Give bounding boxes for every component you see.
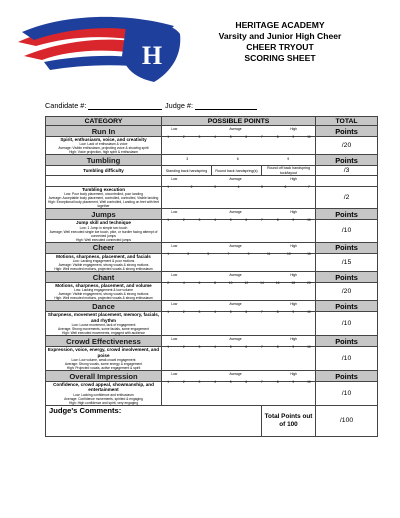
heritage-academy-logo xyxy=(14,12,182,88)
scale-label-low: Low xyxy=(171,243,178,248)
section-title: Dance xyxy=(46,301,162,312)
section-header-crowd-effectiveness xyxy=(46,336,378,347)
criterion-description xyxy=(46,347,162,371)
criterion-low: Low: Lacking confidence and enthusiasm xyxy=(73,392,134,397)
criterion-low: Low: Lacking engagement & low volume xyxy=(73,288,133,293)
criterion-high: High: Voice projection, high spirit & enthusiasm xyxy=(69,150,138,155)
scale-number[interactable]: 8 xyxy=(276,380,279,385)
scale-number[interactable]: 7 xyxy=(261,135,263,139)
scale-number[interactable]: 6 xyxy=(245,310,248,315)
scale-cell xyxy=(162,336,316,350)
scale-number[interactable]: 9 xyxy=(292,345,295,350)
scale-cell xyxy=(162,301,316,315)
judge-field xyxy=(165,101,257,110)
scale-number[interactable]: 5 xyxy=(229,345,232,350)
page-header xyxy=(190,20,370,64)
judge-blank[interactable] xyxy=(195,102,257,110)
criterion-description xyxy=(46,283,162,301)
criterion-low: Low: Loose movement, lack of engagement xyxy=(71,323,136,328)
section-header-cheer xyxy=(46,242,378,253)
scale-number[interactable]: 3 xyxy=(198,345,201,350)
criterion-high: High: Exceptional body placement, Well controlled, Landing on feet with feet together xyxy=(47,200,159,209)
points-value[interactable]: /10 xyxy=(316,347,378,371)
criterion-description xyxy=(46,186,162,208)
criterion-low: Low: Poor body placement, uncontrolled, poor landing xyxy=(64,192,143,197)
category-header: CATEGORY xyxy=(46,117,162,126)
scale-number[interactable]: 2 xyxy=(182,310,185,315)
scale-number[interactable]: 9 xyxy=(292,380,295,385)
scale-label-low: Low xyxy=(171,302,178,307)
scale-number[interactable]: 3 xyxy=(198,310,201,315)
scale-label-average: Average xyxy=(229,337,242,342)
section-header-jumps xyxy=(46,209,378,220)
scale-number[interactable]: 3 xyxy=(198,380,201,385)
criterion-row xyxy=(46,283,378,301)
criterion-description xyxy=(46,312,162,336)
scale-number[interactable]: 10 xyxy=(307,310,311,315)
scale-cell xyxy=(162,242,316,256)
section-title: Jumps xyxy=(46,209,162,220)
scale-number[interactable]: 2 xyxy=(182,135,185,139)
score-entry-cell[interactable] xyxy=(162,312,316,336)
criterion-description xyxy=(46,382,162,406)
points-header: Points xyxy=(316,272,378,283)
criterion-row xyxy=(46,137,378,155)
scale-number[interactable]: 6 xyxy=(245,135,248,139)
scale-number[interactable]: 3 xyxy=(214,184,216,189)
section-title: Overall Impression xyxy=(46,371,162,382)
scale-number[interactable]: 1 xyxy=(167,218,170,223)
scale-number[interactable]: 14 xyxy=(260,281,264,286)
scale-number[interactable]: 7 xyxy=(307,184,310,189)
scale-number[interactable]: 10 xyxy=(307,135,311,139)
criterion-row xyxy=(46,253,378,271)
scale-number[interactable]: 8 xyxy=(276,135,279,139)
criterion-scale-row xyxy=(46,175,378,186)
svg-text:H: H xyxy=(141,41,163,70)
criterion-description xyxy=(46,220,162,242)
scale-cell xyxy=(162,126,316,137)
points-header: Points xyxy=(316,126,378,137)
criterion-low: Low: 1 Jump in simple two touch xyxy=(79,225,128,230)
scale-label-low: Low xyxy=(171,372,178,377)
scale-cell xyxy=(162,209,316,223)
points-header: Points xyxy=(316,371,378,382)
scale-number[interactable]: 1 xyxy=(167,310,170,315)
scale-cell xyxy=(162,175,316,189)
criterion-row xyxy=(46,186,378,208)
scale-label-high: High xyxy=(290,243,297,248)
scale-number[interactable]: 18 xyxy=(291,281,296,286)
criterion-avg: Average: Visible engagement, strong vocals & strong motions xyxy=(58,292,149,297)
scale-label-high: High xyxy=(290,210,297,215)
scale-number[interactable]: 3 xyxy=(198,135,201,139)
scale-number[interactable]: 4 xyxy=(214,135,216,139)
scale-number[interactable]: 7 xyxy=(261,218,263,223)
criterion-low: Low: Lack of enthusiasm & voice xyxy=(79,142,128,147)
scale-label-high: High xyxy=(290,273,297,278)
total-points-label: Total Points out of 100 xyxy=(262,405,316,436)
criterion-row xyxy=(46,312,378,336)
scale-number[interactable]: 6 xyxy=(284,184,287,189)
section-header-run-in xyxy=(46,126,378,137)
points-value[interactable]: /3 xyxy=(316,166,378,175)
scale-number[interactable]: 20 xyxy=(307,281,311,286)
scale-number[interactable]: 5 xyxy=(229,310,232,315)
blank-cell xyxy=(316,175,378,186)
criterion-title: Expression, voice, energy, crowd involvement, and poise xyxy=(47,347,160,358)
difficulty-option[interactable]: Standing back handspring xyxy=(162,166,212,175)
criterion-title: Sharpness, movement placement, memory, facials, and rhythm xyxy=(47,312,160,323)
criterion-avg: Average: Visible enthusiasm, projecting voice & showing spirit xyxy=(58,146,149,151)
points-value[interactable]: /10 xyxy=(316,220,378,242)
criterion-row xyxy=(46,166,378,175)
scale-number[interactable]: 8 xyxy=(276,345,279,350)
score-entry-cell[interactable] xyxy=(162,220,316,242)
scale-number[interactable]: 2 xyxy=(190,184,193,189)
total-points-value[interactable]: /100 xyxy=(316,405,378,436)
points-header: Points xyxy=(316,155,378,166)
possible-points-header: POSSIBLE POINTS xyxy=(162,117,316,126)
scale-cell xyxy=(162,272,316,286)
scale-label-average: Average xyxy=(229,302,242,307)
scale-label-average: Average xyxy=(229,273,242,278)
scale-number[interactable]: 7 xyxy=(261,345,263,350)
scale-number[interactable]: 15 xyxy=(307,251,311,256)
section-title: Chant xyxy=(46,272,162,283)
scale-number[interactable]: 10 xyxy=(228,281,233,286)
criterion-title: Spirit, enthusiasm, voice, and creativity xyxy=(60,137,147,142)
difficulty-value: 6 xyxy=(236,157,239,162)
candidate-label: Candidate #: xyxy=(45,101,87,110)
scale-number[interactable]: 1 xyxy=(167,184,170,189)
scale-number[interactable]: 1 xyxy=(167,380,170,385)
scale-number[interactable]: 13 xyxy=(286,251,291,256)
scale-label-low: Low xyxy=(171,337,178,342)
difficulty-option[interactable]: Round back handspring(s) xyxy=(212,166,262,175)
scale-label-average: Average xyxy=(229,243,242,248)
criterion-high: High: Well executed movements, engaged with audience xyxy=(62,331,145,336)
scale-number[interactable]: 7 xyxy=(227,251,230,256)
criterion-high: High: Well executed motions, projected vocals & strong enthusiasm xyxy=(54,296,153,301)
scale-label-high: High xyxy=(290,372,297,377)
section-title: Tumbling xyxy=(46,155,162,166)
scale-number[interactable]: 10 xyxy=(307,218,311,223)
criterion-title: Confidence, crowd appeal, showmanship, and entertainment xyxy=(53,382,154,393)
scale-number[interactable]: 5 xyxy=(229,135,232,139)
difficulty-option[interactable]: Round off back handspring tuck/layout xyxy=(262,166,316,175)
blank-cell xyxy=(46,175,162,186)
scale-number[interactable]: 4 xyxy=(214,310,216,315)
criterion-title: Tumbling difficulty xyxy=(83,167,124,173)
scale-number[interactable]: 2 xyxy=(182,345,185,350)
scale-label-low: Low xyxy=(171,273,178,278)
section-header-overall-impression xyxy=(46,371,378,382)
criterion-description xyxy=(46,166,162,175)
scale-number[interactable]: 6 xyxy=(198,281,201,286)
scale-number[interactable]: 1 xyxy=(167,345,170,350)
scale-label-low: Low xyxy=(171,127,178,131)
points-value[interactable]: /20 xyxy=(316,283,378,301)
scale-number[interactable]: 4 xyxy=(182,281,185,286)
scale-number[interactable]: 16 xyxy=(275,281,280,286)
scale-number[interactable]: 4 xyxy=(214,345,216,350)
scale-number[interactable]: 4 xyxy=(214,380,216,385)
candidate-blank[interactable] xyxy=(88,102,162,110)
scale-number[interactable]: 11 xyxy=(266,251,271,256)
points-value[interactable]: /2 xyxy=(316,186,378,208)
scale-label-average: Average xyxy=(229,210,242,215)
points-header: Points xyxy=(316,336,378,347)
scoring-table xyxy=(45,116,378,437)
criterion-title: Tumbling execution xyxy=(81,186,126,192)
points-header: Points xyxy=(316,209,378,220)
criterion-title: Motions, sharpness, placement, and facials xyxy=(56,253,151,259)
scale-number[interactable]: 1 xyxy=(167,251,170,256)
scale-number[interactable]: 2 xyxy=(182,218,185,223)
table-header-row xyxy=(46,117,378,126)
section-title: Crowd Effectiveness xyxy=(46,336,162,347)
scale-number[interactable]: 10 xyxy=(307,380,311,385)
criterion-title: Motions, sharpness, placement, and volume xyxy=(55,283,152,289)
difficulty-points-header xyxy=(162,155,316,166)
criterion-avg: Average: Strong vocals, some energy & engagement xyxy=(64,362,143,367)
scale-number[interactable]: 9 xyxy=(292,135,295,139)
criterion-high: High: Well executed motions, projected vocals & strong enthusiasm xyxy=(54,267,153,272)
scale-number[interactable]: 12 xyxy=(244,281,249,286)
criterion-high: High: Projected vocals, active engagement & spirit xyxy=(66,366,141,371)
score-entry-cell[interactable] xyxy=(162,253,316,271)
candidate-field xyxy=(45,101,162,110)
section-title: Run In xyxy=(46,126,162,137)
scale-number[interactable]: 8 xyxy=(276,218,279,223)
criterion-title: Jump skill and technique xyxy=(76,220,131,226)
points-header: Points xyxy=(316,301,378,312)
scale-label-average: Average xyxy=(229,127,242,131)
scale-cell xyxy=(162,371,316,385)
scale-number[interactable]: 9 xyxy=(292,218,295,223)
score-entry-cell[interactable] xyxy=(162,382,316,406)
score-entry-cell[interactable] xyxy=(162,186,316,208)
scale-number[interactable]: 7 xyxy=(261,380,263,385)
team-name: Varsity and Junior High Cheer xyxy=(218,31,342,41)
school-name: HERITAGE ACADEMY xyxy=(235,20,325,30)
section-header-chant xyxy=(46,272,378,283)
scale-number[interactable]: 9 xyxy=(292,310,295,315)
scale-label-average: Average xyxy=(229,176,242,181)
criterion-description xyxy=(46,253,162,271)
scale-number[interactable]: 5 xyxy=(229,218,232,223)
criterion-row xyxy=(46,382,378,406)
scale-number[interactable]: 3 xyxy=(198,218,201,223)
criterion-low: Low: Low volume, weak crowd engagement xyxy=(71,358,136,363)
criterion-avg: Average: Strong movements, some facials, some engagement xyxy=(57,327,150,332)
scale-label-low: Low xyxy=(171,210,178,215)
section-header-tumbling xyxy=(46,155,378,166)
section-title: Cheer xyxy=(46,242,162,253)
criterion-high: High: Well executed connected jumps xyxy=(75,237,132,242)
difficulty-value: 9 xyxy=(287,157,290,162)
points-value[interactable]: /10 xyxy=(316,312,378,336)
criterion-high: High: High confidence and spirit, very engaging xyxy=(68,400,139,405)
scale-number[interactable]: 6 xyxy=(245,218,248,223)
scale-number[interactable]: 5 xyxy=(207,251,210,256)
scale-number[interactable]: 5 xyxy=(229,380,232,385)
event-title: CHEER TRYOUT xyxy=(246,42,314,52)
criterion-row xyxy=(46,347,378,371)
scale-number[interactable]: 9 xyxy=(247,251,250,256)
scale-number[interactable]: 3 xyxy=(187,251,190,256)
criterion-avg: Average: Visible engagement, strong vocals & strong motions xyxy=(58,263,149,268)
scale-label-average: Average xyxy=(229,372,242,377)
scale-number[interactable]: 6 xyxy=(245,380,248,385)
criterion-avg: Average: Acceptable body placement, controlled, controlled, Visible landing xyxy=(48,196,159,201)
criterion-avg: Average: Confidence movements, spirited & engaging xyxy=(64,396,143,401)
scale-label-high: High xyxy=(290,302,297,307)
scale-label-high: High xyxy=(290,337,297,342)
scale-number[interactable]: 6 xyxy=(245,345,248,350)
criterion-low: Low: Lacking engagement & poor motions xyxy=(72,259,135,264)
scale-label-low: Low xyxy=(171,176,178,181)
scale-label-high: High xyxy=(290,176,297,181)
scale-number[interactable]: 7 xyxy=(261,310,263,315)
judge-label: Judge #: xyxy=(165,101,193,110)
scale-number[interactable]: 5 xyxy=(261,184,263,189)
sheet-title: SCORING SHEET xyxy=(244,53,316,63)
judges-comments[interactable]: Judge's Comments: xyxy=(46,405,262,436)
criterion-description xyxy=(46,137,162,155)
scale-number[interactable]: 1 xyxy=(167,135,170,139)
points-header: Points xyxy=(316,242,378,253)
points-value[interactable]: /20 xyxy=(316,137,378,155)
scale-number[interactable]: 4 xyxy=(237,184,240,189)
score-entry-cell[interactable] xyxy=(162,137,316,155)
comments-row xyxy=(46,405,378,436)
scale-number[interactable]: 2 xyxy=(182,380,185,385)
difficulty-value: 3 xyxy=(186,157,189,162)
score-entry-cell[interactable] xyxy=(162,347,316,371)
scale-number[interactable]: 8 xyxy=(214,281,216,286)
criterion-avg: Average: Well executed single toe touch, pike, or hurdler facing attempt of connected jumps xyxy=(49,229,158,238)
section-header-dance xyxy=(46,301,378,312)
score-entry-cell[interactable] xyxy=(162,283,316,301)
points-value[interactable]: /15 xyxy=(316,253,378,271)
criterion-row xyxy=(46,220,378,242)
scale-number[interactable]: 10 xyxy=(307,345,311,350)
points-value[interactable]: /10 xyxy=(316,382,378,406)
total-header: TOTAL xyxy=(316,117,378,126)
scale-number[interactable]: 8 xyxy=(276,310,279,315)
scale-number[interactable]: 4 xyxy=(214,218,216,223)
scale-label-high: High xyxy=(290,127,297,131)
scale-number[interactable]: 2 xyxy=(167,281,170,286)
